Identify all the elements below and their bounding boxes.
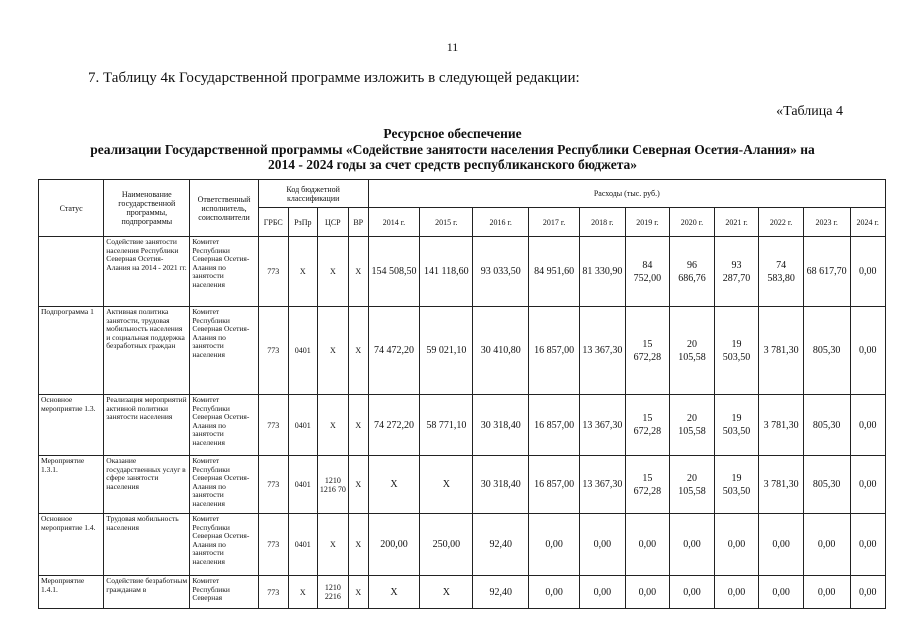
cell-expense: 805,30 <box>803 456 850 514</box>
cell-csr: Х <box>317 307 348 395</box>
cell-expense: 0,00 <box>670 576 715 609</box>
header-year: 2016 г. <box>473 208 529 237</box>
cell-expense: 0,00 <box>850 456 886 514</box>
header-executor: Ответственный исполнитель, соисполнители <box>190 180 258 237</box>
cell-expense: 68 617,70 <box>803 237 850 307</box>
cell-expense: 59 021,10 <box>420 307 473 395</box>
cell-expense: 30 318,40 <box>473 456 529 514</box>
cell-executor: Комитет Республики Северная Осетия-Алания по занятости населения <box>190 237 258 307</box>
cell-expense: 0,00 <box>625 514 670 576</box>
cell-csr: Х <box>317 514 348 576</box>
cell-expense: 15 672,28 <box>625 456 670 514</box>
cell-expense: 13 367,30 <box>580 456 626 514</box>
cell-grbs: 773 <box>258 307 288 395</box>
cell-expense: 92,40 <box>473 576 529 609</box>
header-year: 2018 г. <box>580 208 626 237</box>
cell-expense: 154 508,50 <box>368 237 420 307</box>
cell-expense: 84 752,00 <box>625 237 670 307</box>
cell-name: Оказание государственных услуг в сфере занятости населения <box>104 456 190 514</box>
cell-expense: 19 503,50 <box>714 456 759 514</box>
cell-expense: 0,00 <box>759 576 804 609</box>
cell-expense: 0,00 <box>850 395 886 456</box>
cell-expense: 15 672,28 <box>625 395 670 456</box>
header-year: 2017 г. <box>529 208 580 237</box>
cell-expense: 0,00 <box>580 576 626 609</box>
heading-line-3: 2014 - 2024 годы за счет средств республиканского бюджета» <box>268 157 637 172</box>
header-grbs: ГРБС <box>258 208 288 237</box>
cell-grbs: 773 <box>258 395 288 456</box>
cell-status: Подпрограмма 1 <box>39 307 104 395</box>
cell-grbs: 773 <box>258 576 288 609</box>
cell-csr: Х <box>317 237 348 307</box>
cell-executor: Комитет Республики Северная Осетия-Алания по занятости населения <box>190 395 258 456</box>
cell-expense: 74 583,80 <box>759 237 804 307</box>
cell-expense: 0,00 <box>803 576 850 609</box>
cell-executor: Комитет Республики Северная Осетия-Алания по занятости населения <box>190 456 258 514</box>
cell-rzpr: 0401 <box>288 395 317 456</box>
header-name: Наименование государственной программы, подпрограммы <box>104 180 190 237</box>
cell-expense: 0,00 <box>850 237 886 307</box>
cell-name: Содействие безработным гражданам в <box>104 576 190 609</box>
cell-expense: 30 410,80 <box>473 307 529 395</box>
header-year: 2020 г. <box>670 208 715 237</box>
cell-expense: 58 771,10 <box>420 395 473 456</box>
cell-rzpr: 0401 <box>288 307 317 395</box>
cell-vr: Х <box>348 237 368 307</box>
cell-expense: Х <box>368 576 420 609</box>
cell-expense: 0,00 <box>580 514 626 576</box>
cell-name: Трудовая мобильность населения <box>104 514 190 576</box>
cell-expense: 19 503,50 <box>714 395 759 456</box>
header-budget-code: Код бюджетной классификации <box>258 180 368 208</box>
table-heading <box>0 126 905 173</box>
cell-expense: 0,00 <box>850 514 886 576</box>
cell-expense: 16 857,00 <box>529 395 580 456</box>
cell-expense: 74 272,20 <box>368 395 420 456</box>
cell-expense: 0,00 <box>625 576 670 609</box>
cell-expense: 20 105,58 <box>670 395 715 456</box>
cell-vr: Х <box>348 514 368 576</box>
cell-expense: 13 367,30 <box>580 307 626 395</box>
header-expenses: Расходы (тыс. руб.) <box>368 180 885 208</box>
cell-expense: 3 781,30 <box>759 307 804 395</box>
cell-expense: 81 330,90 <box>580 237 626 307</box>
header-year: 2019 г. <box>625 208 670 237</box>
cell-csr: Х <box>317 395 348 456</box>
cell-expense: 0,00 <box>529 576 580 609</box>
cell-expense: Х <box>420 456 473 514</box>
cell-expense: 84 951,60 <box>529 237 580 307</box>
cell-expense: 0,00 <box>529 514 580 576</box>
cell-expense: 3 781,30 <box>759 456 804 514</box>
cell-status: Мероприятие 1.3.1. <box>39 456 104 514</box>
cell-expense: 20 105,58 <box>670 456 715 514</box>
cell-status <box>39 237 104 307</box>
header-vr: ВР <box>348 208 368 237</box>
cell-expense: Х <box>368 456 420 514</box>
table-row <box>39 395 886 456</box>
cell-vr: Х <box>348 456 368 514</box>
cell-expense: 0,00 <box>670 514 715 576</box>
cell-executor: Комитет Республики Северная <box>190 576 258 609</box>
cell-expense: 16 857,00 <box>529 307 580 395</box>
cell-expense: 250,00 <box>420 514 473 576</box>
cell-grbs: 773 <box>258 456 288 514</box>
cell-expense: 74 472,20 <box>368 307 420 395</box>
cell-expense: 16 857,00 <box>529 456 580 514</box>
cell-expense: 15 672,28 <box>625 307 670 395</box>
resource-table <box>38 179 886 609</box>
cell-name: Активная политика занятости, трудовая мобильность населения и социальная поддержка безработных граждан <box>104 307 190 395</box>
cell-grbs: 773 <box>258 514 288 576</box>
cell-grbs: 773 <box>258 237 288 307</box>
cell-expense: 805,30 <box>803 395 850 456</box>
cell-expense: 0,00 <box>714 576 759 609</box>
intro-paragraph: 7. Таблицу 4к Государственной программе изложить в следующей редакции: <box>88 70 580 86</box>
cell-vr: Х <box>348 307 368 395</box>
cell-executor: Комитет Республики Северная Осетия-Алания по занятости населения <box>190 514 258 576</box>
cell-expense: 0,00 <box>759 514 804 576</box>
table-row <box>39 514 886 576</box>
header-year: 2021 г. <box>714 208 759 237</box>
table-row <box>39 307 886 395</box>
cell-csr: 1210 1216 70 <box>317 456 348 514</box>
page-number: 11 <box>446 40 459 54</box>
cell-rzpr: 0401 <box>288 456 317 514</box>
header-rzpr: РзПр <box>288 208 317 237</box>
cell-status: Основное мероприятие 1.4. <box>39 514 104 576</box>
cell-expense: 93 287,70 <box>714 237 759 307</box>
cell-expense: 30 318,40 <box>473 395 529 456</box>
heading-line-2: реализации Государственной программы «Содействие занятости населения Республики Северная Осетия-Алания» на <box>90 141 815 157</box>
cell-expense: Х <box>420 576 473 609</box>
cell-expense: 96 686,76 <box>670 237 715 307</box>
cell-rzpr: 0401 <box>288 514 317 576</box>
header-year: 2023 г. <box>803 208 850 237</box>
cell-expense: 3 781,30 <box>759 395 804 456</box>
cell-executor: Комитет Республики Северная Осетия-Алания по занятости населения <box>190 307 258 395</box>
header-status: Статус <box>39 180 104 237</box>
cell-vr: Х <box>348 395 368 456</box>
header-year: 2015 г. <box>420 208 473 237</box>
header-year: 2024 г. <box>850 208 886 237</box>
cell-name: Содействие занятости населения Республики Северная Осетия-Алания на 2014 - 2021 гг. <box>104 237 190 307</box>
cell-name: Реализация мероприятий активной политики занятости населения <box>104 395 190 456</box>
cell-expense: 0,00 <box>850 576 886 609</box>
cell-expense: 0,00 <box>714 514 759 576</box>
header-csr: ЦСР <box>317 208 348 237</box>
cell-rzpr: Х <box>288 576 317 609</box>
cell-expense: 19 503,50 <box>714 307 759 395</box>
cell-csr: 1210 2216 <box>317 576 348 609</box>
table-label: «Таблица 4 <box>776 104 843 119</box>
table-row <box>39 456 886 514</box>
cell-status: Основное мероприятие 1.3. <box>39 395 104 456</box>
cell-expense: 13 367,30 <box>580 395 626 456</box>
cell-expense: 92,40 <box>473 514 529 576</box>
table-row <box>39 576 886 609</box>
header-year: 2022 г. <box>759 208 804 237</box>
cell-expense: 93 033,50 <box>473 237 529 307</box>
cell-rzpr: Х <box>288 237 317 307</box>
cell-expense: 805,30 <box>803 307 850 395</box>
table-row <box>39 237 886 307</box>
header-year: 2014 г. <box>368 208 420 237</box>
cell-expense: 141 118,60 <box>420 237 473 307</box>
heading-line-1: Ресурсное обеспечение <box>383 126 522 141</box>
cell-expense: 20 105,58 <box>670 307 715 395</box>
cell-expense: 0,00 <box>803 514 850 576</box>
cell-expense: 0,00 <box>850 307 886 395</box>
cell-vr: Х <box>348 576 368 609</box>
cell-status: Мероприятие 1.4.1. <box>39 576 104 609</box>
cell-expense: 200,00 <box>368 514 420 576</box>
